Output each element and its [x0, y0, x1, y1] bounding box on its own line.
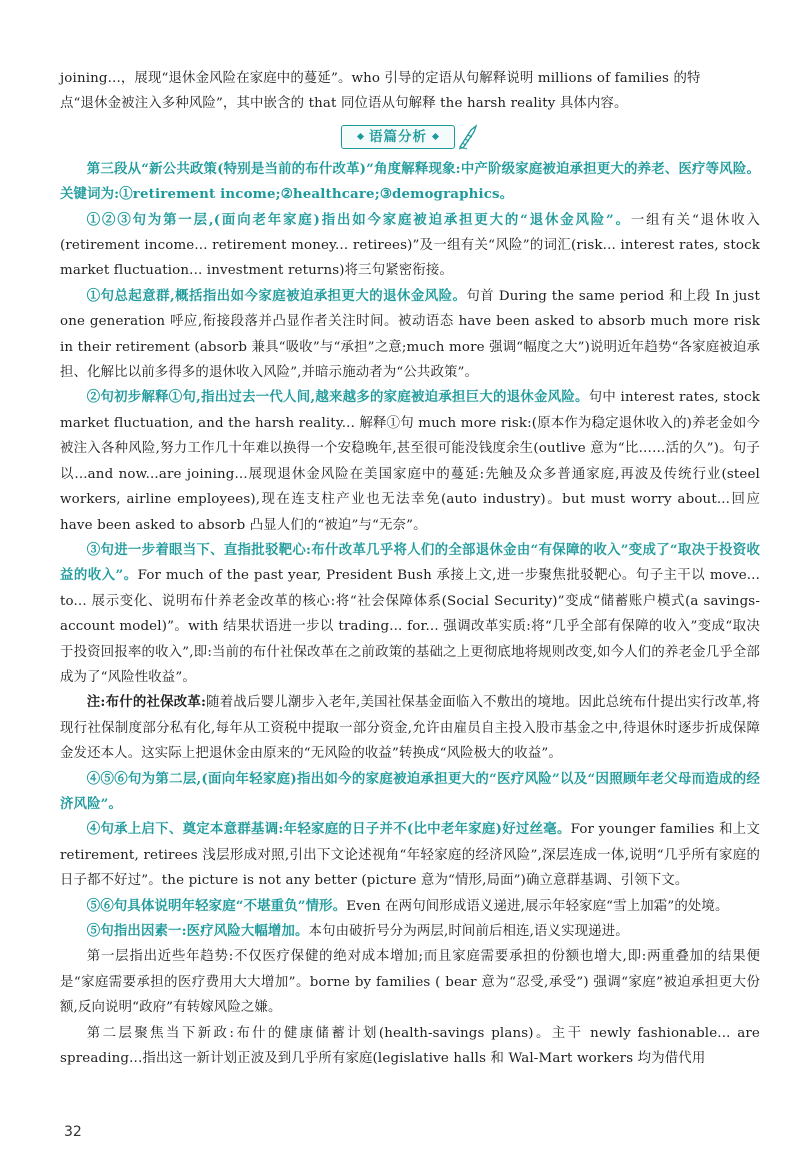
bullet-left-icon: [357, 133, 364, 140]
paragraph-1: 第三段从“新公共政策(特别是当前的布什改革)”角度解释现象:中产阶级家庭被迫承担更大的养老、医疗等风险。关键词为:①retirement income;②healthcare;③demographics。: [60, 160, 760, 203]
paragraph-4: [60, 385, 760, 537]
paragraph-2-lead: ①②③句为第一层,(面向老年家庭)指出如今家庭被迫承担更大的“退休金风险”。: [86, 211, 631, 228]
note-label: 注:布什的社保改革:: [86, 694, 207, 711]
paragraph-9-body: 本句由破折号分为两层,时间前后相连,语义实现递进。: [308, 924, 629, 939]
paragraph-2: [60, 208, 760, 284]
paragraph-3-body: 句首 During the same period 和上段 In just one generation 呼应,衔接段落并凸显作者关注时间。被动语态 have been asked to absorb much more risk in their retirement (absorb 兼具“吸收”与“承担”之意;much more 强调“幅度之大”)说明近年趋势“各家庭被迫承担、化解比以前多得多的退休收入风险”,并暗示施动者为“公共政策”。: [60, 288, 760, 381]
paragraph-4-body: 句中 interest rates, stock market fluctuation, and the harsh reality... 解释①句 much more risk:(原本作为稳定退休收入的)养老金如今被注入各种风险,努力工作几十年难以换得一个安稳晚年,甚至很可能没钱度余生(outlive 意为“比……活的久”)。句子以...and now...are joining...展现退休金风险在美国家庭中的蔓延:先触及众多普通家庭,再波及传统行业(steel workers, airline employees),现在连支柱产业也无法幸免(auto industry)。but must worry about...回应 have been asked to absorb 凸显人们的“被迫”与“无奈”。: [60, 390, 760, 533]
note-body: 随着战后婴儿潮步入老年,美国社保基金面临入不敷出的境地。因此总统布什提出实行改革,将现行社保制度部分私有化,每年从工资税中提取一部分资金,允许由雇员自主投入股市基金之中,待退休时逐步折成保障金发还本人。这实际上把退休金由原来的“无风险的收益”转换成“风险极大的收益”。: [60, 695, 760, 762]
paragraph-11: 第二层聚焦当下新政:布什的健康储蓄计划(health-savings plans)。主干 newly fashionable... are spreading...指出这一新计划正波及到几乎所有家庭(legislative halls 和 Wal-Mart workers 均为借代用: [60, 1025, 760, 1067]
body-text: [60, 66, 760, 1071]
paragraph-5-lead: ③句进一步着眼当下、直指批驳靶心:布什改革几乎将人们的全部退休金由“有保障的收入”变成了“取决于投资收益的收入”。: [60, 541, 760, 584]
paragraph-4-lead: ②句初步解释①句,指出过去一代人间,越来越多的家庭被迫承担巨大的退休金风险。: [86, 389, 589, 406]
paragraph-2-body: 一组有关“退休收入(retirement income... retirement money... retirees)”及一组有关“风险”的词汇(risk... interest rates, stock market fluctuation... investment returns)将三句紧密衔接。: [60, 212, 760, 279]
paragraph-10: 第一层指出近些年趋势:不仅医疗保健的绝对成本增加;而且家庭需要承担的份额也增大,即:两重叠加的结果便是“家庭需要承担的医疗费用大大增加”。borne by families ( bear 意为“忍受,承受”) 强调“家庭”被迫承担更大份额,反向说明“政府”有转嫁风险之嫌。: [60, 949, 760, 1016]
section-title-box: [341, 125, 455, 149]
paragraph-5: [60, 538, 760, 690]
page-number: 32: [64, 1124, 82, 1140]
paragraph-5-body: For much of the past year, President Bush 承接上文,进一步聚焦批驳靶心。句子主干以 move... to... 展示变化、说明布什养老金改革的核心:将“社会保障体系(Social Security)”变成“储蓄账户模式(a savings-account model)”。with 结果状语进一步以 trading... for... 强调改革实质:将“几乎全部有保障的收入”变成“取决于投资回报率的收入”,即:当前的布什社保改革在之前政策的基础之上更彻底地将规则改变,如今人们的养老金几乎全部成为了“风险性收益”。: [60, 568, 760, 685]
intro-line-1: joining...，展现“退休金风险在家庭中的蔓延”。who 引导的定语从句解释说明 millions of families 的特: [60, 71, 701, 86]
paragraph-3-lead: ①句总起意群,概括指出如今家庭被迫承担更大的退休金风险。: [86, 287, 467, 304]
intro-line-2: 点“退休金被注入多种风险”，其中嵌含的 that 同位语从句解释 the harsh reality 具体内容。: [60, 96, 628, 112]
section-heading: [60, 117, 760, 157]
bullet-right-icon: [432, 133, 439, 140]
paragraph-7-body: For younger families 和上文 retirement, retirees 浅层形成对照,引出下文论述视角“年轻家庭的经济风险”,深层连成一体,说明“几乎所有家庭的日子都不好过”。the picture is not any better (picture 意为“情形,局面”)确立意群基调、引领下文。: [60, 822, 760, 889]
paragraph-7: [60, 817, 760, 893]
paragraph-8-body: Even 在两句间形成语义递进,展示年轻家庭“雪上加霜”的处境。: [346, 898, 729, 914]
paragraph-3: [60, 284, 760, 386]
paragraph-9-lead: ⑤句指出因素一:医疗风险大幅增加。: [86, 923, 309, 939]
pen-icon: [457, 124, 479, 150]
paragraph-8: [60, 894, 760, 919]
paragraph-9: [60, 919, 760, 944]
paragraph-6: ④⑤⑥句为第二层,(面向年轻家庭)指出如今的家庭被迫承担更大的“医疗风险”以及“因照顾年老父母而造成的经济风险”。: [60, 770, 760, 812]
note-paragraph: [60, 690, 760, 766]
paragraph-7-lead: ④句承上启下、奠定本意群基调:年轻家庭的日子并不(比中老年家庭)好过丝毫。: [86, 821, 571, 838]
section-title: 语篇分析: [369, 128, 427, 145]
paragraph-8-lead: ⑤⑥句具体说明年轻家庭“不堪重负”情形。: [86, 897, 347, 914]
